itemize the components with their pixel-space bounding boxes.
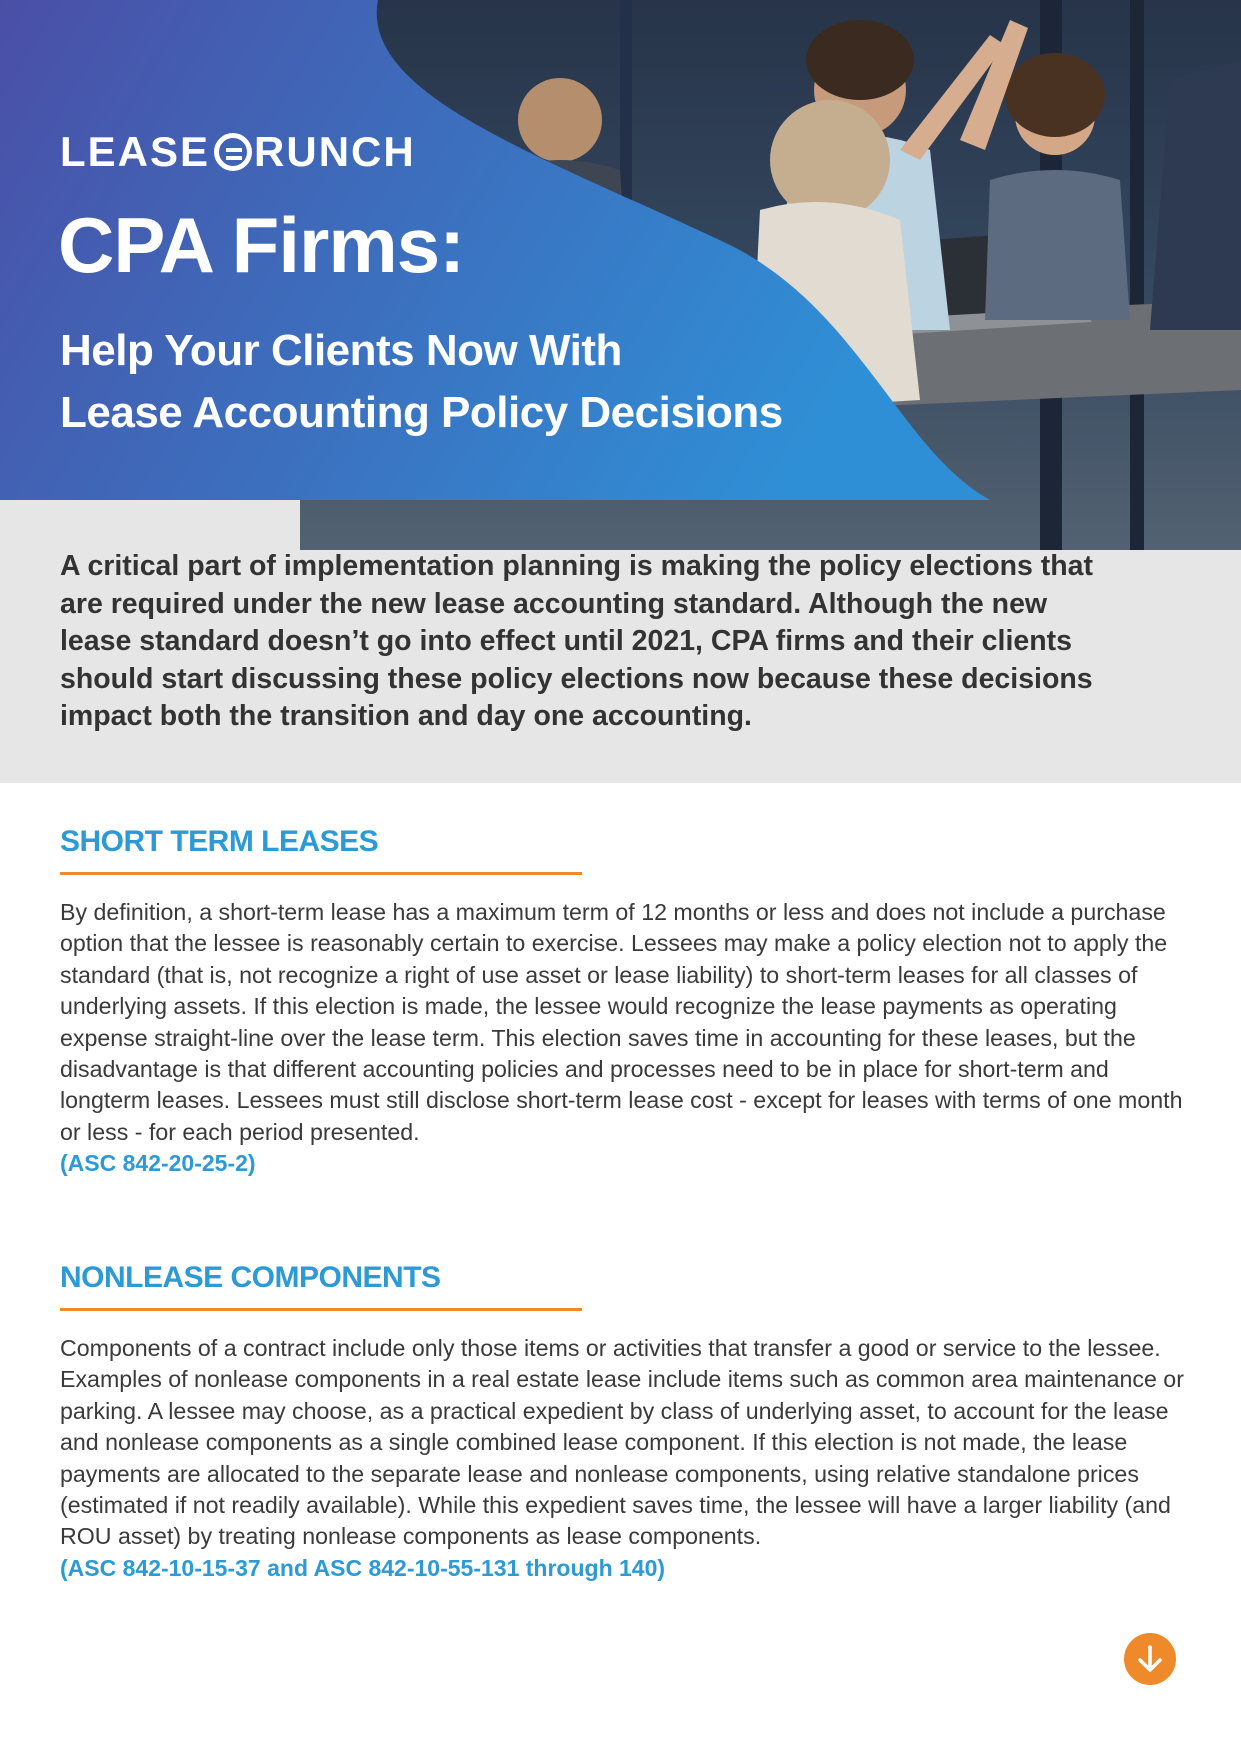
next-page-button[interactable] (1124, 1633, 1176, 1685)
logo-text-first: LEASE (60, 128, 211, 175)
subtitle-line-1: Help Your Clients Now With (60, 326, 622, 375)
page-subtitle (60, 320, 840, 444)
subtitle-line-2: Lease Accounting Policy Decisions (60, 388, 783, 437)
section-divider (60, 1308, 582, 1311)
section-reference: (ASC 842-10-15-37 and ASC 842-10-55-131 through 140) (60, 1554, 666, 1581)
section-heading: NONLEASE COMPONENTS (60, 1261, 441, 1294)
leasecrunch-logo (60, 128, 416, 176)
section-body: Components of a contract include only those items or activities that transfer a good or service to the lessee. Examples of nonlease components in a real estate lease include items such as common area maintenance or parking. A lessee may choose, as a practical expedient by class of underlying asset, to account for the lease and nonlease components as a single combined lease component. If this election is not made, the lease payments are allocated to the separate lease and nonlease components, using relative standalone prices (estimated if not readily available). While this expedient saves time, the lessee will have a larger liability (and ROU asset) by treating nonlease components as lease components. (60, 1335, 1184, 1550)
logo-text-second: RUNCH (254, 128, 416, 175)
page-title: CPA Firms: (58, 201, 465, 289)
section-reference: (ASC 842-20-25-2) (60, 1150, 256, 1177)
section-short-term-leases (60, 822, 1190, 1178)
section-nonlease-components (60, 1258, 1190, 1583)
intro-text: A critical part of implementation planning is making the policy elections that are required under the new lease accounting standard. Although the new lease standard doesn’t go into effect until 2021, CPA firms and their clients should start discussing these policy elections now because these decisions impact both the transition and day one accounting. (60, 550, 1094, 732)
logo-c-icon (214, 133, 252, 171)
section-heading: SHORT TERM LEASES (60, 825, 379, 858)
section-body: By definition, a short-term lease has a maximum term of 12 months or less and does not include a purchase option that the lessee is reasonably certain to exercise. Lessees may make a policy election not to apply the standard (that is, not recognize a right of use asset or lease liability) to short-term leases for all classes of underlying assets. If this election is made, the lessee would recognize the lease payments as operating expense straight-line over the lease term. This election saves time in accounting for these leases, but the disadvantage is that different accounting policies and processes need to be in place for short-term and longterm leases. Lessees must still disclose short-term lease cost - except for leases with terms of one month or less - for each period presented. (60, 899, 1183, 1145)
hero-banner (0, 0, 1241, 550)
section-divider (60, 872, 582, 875)
arrow-down-icon (1136, 1644, 1164, 1674)
